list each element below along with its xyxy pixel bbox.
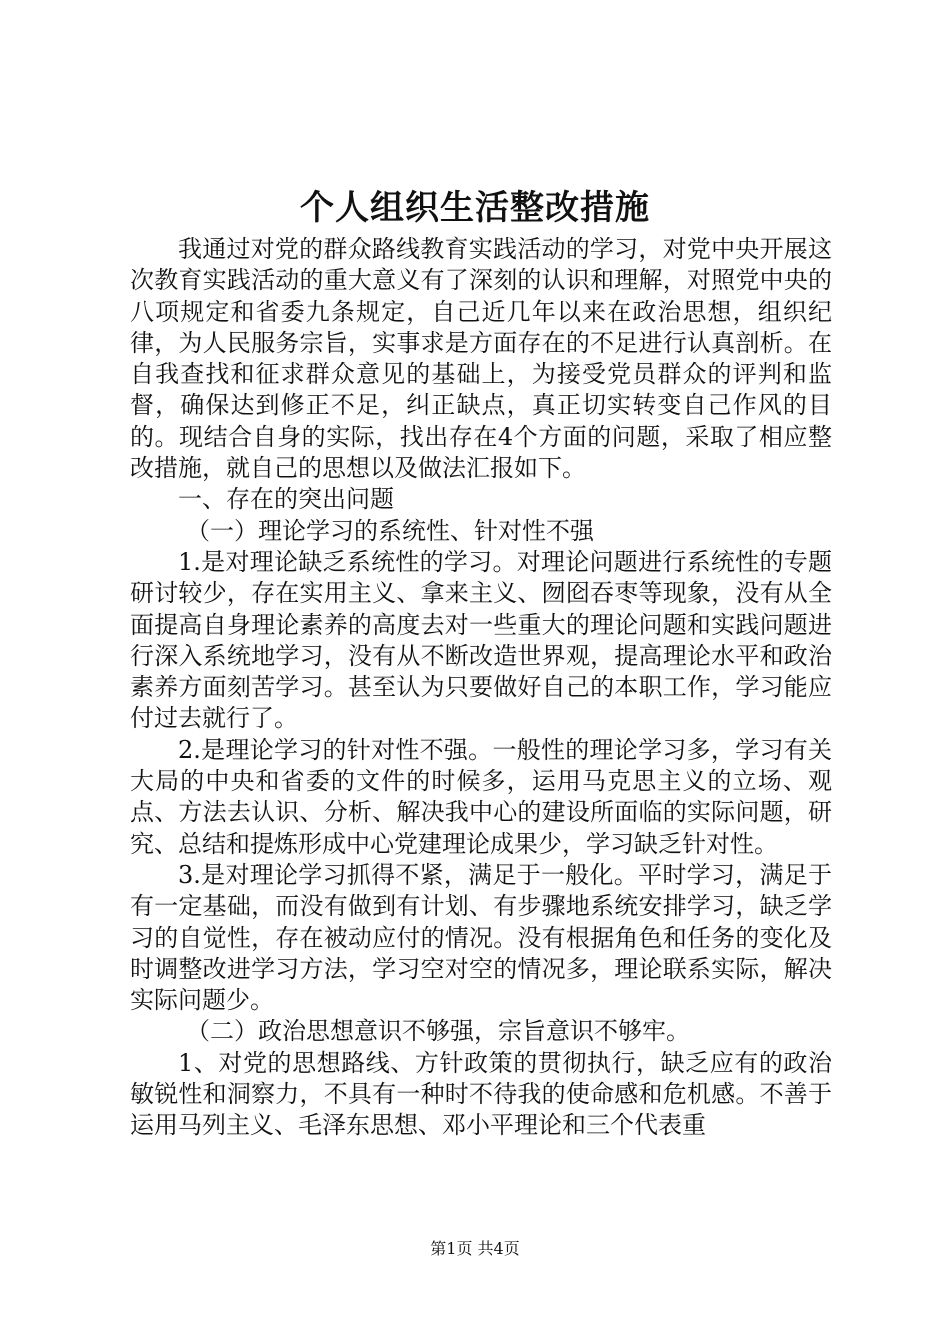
subsection-heading: （二）政治思想意识不够强，宗旨意识不够牢。: [186, 1017, 690, 1046]
subsection-heading: （一）理论学习的系统性、针对性不强: [186, 516, 594, 545]
body-paragraph: 1、对党的思想路线、方针政策的贯彻执行，缺乏应有的政治敏锐性和洞察力，不具有一种时不待我的使命感和危机感。不善于运用马列主义、毛泽东思想、邓小平理论和三个代表重: [130, 1048, 832, 1140]
body-paragraph: 2.是理论学习的针对性不强。一般性的理论学习多，学习有关大局的中央和省委的文件的时候多，运用马克思主义的立场、观点、方法去认识、分析、解决我中心的建设所面临的实际问题，研究、总结和提炼形成中心党建理论成果少，学习缺乏针对性。: [130, 735, 832, 858]
body-paragraph: 3.是对理论学习抓得不紧，满足于一般化。平时学习，满足于有一定基础，而没有做到有计划、有步骤地系统安排学习，缺乏学习的自觉性，存在被动应付的情况。没有根据角色和任务的变化及时调整改进学习方法，学习空对空的情况多，理论联系实际，解决实际问题少。: [130, 860, 832, 1015]
body-paragraph: 1.是对理论缺乏系统性的学习。对理论问题进行系统性的专题研讨较少，存在实用主义、拿来主义、囫囵吞枣等现象，没有从全面提高自身理论素养的高度去对一些重大的理论问题和实践问题进行深入系统地学习，没有从不断改造世界观，提高理论水平和政治素养方面刻苦学习。甚至认为只要做好自己的本职工作，学习能应付过去就行了。: [130, 547, 832, 733]
document-body: [130, 234, 832, 1142]
document-title: 个人组织生活整改措施: [300, 188, 650, 228]
intro-paragraph: 我通过对党的群众路线教育实践活动的学习，对党中央开展这次教育实践活动的重大意义有了深刻的认识和理解，对照党中央的八项规定和省委九条规定，自己近几年以来在政治思想，组织纪律，为人民服务宗旨，实事求是方面存在的不足进行认真剖析。在自我查找和征求群众意见的基础上，为接受党员群众的评判和监督，确保达到修正不足，纠正缺点，真正切实转变自己作风的目的。现结合自身的实际，找出存在4个方面的问题，采取了相应整改措施，就自己的思想以及做法汇报如下。: [130, 235, 832, 483]
section-heading: 一、存在的突出问题: [178, 485, 394, 514]
page-footer: 第1页 共4页: [430, 1239, 520, 1258]
